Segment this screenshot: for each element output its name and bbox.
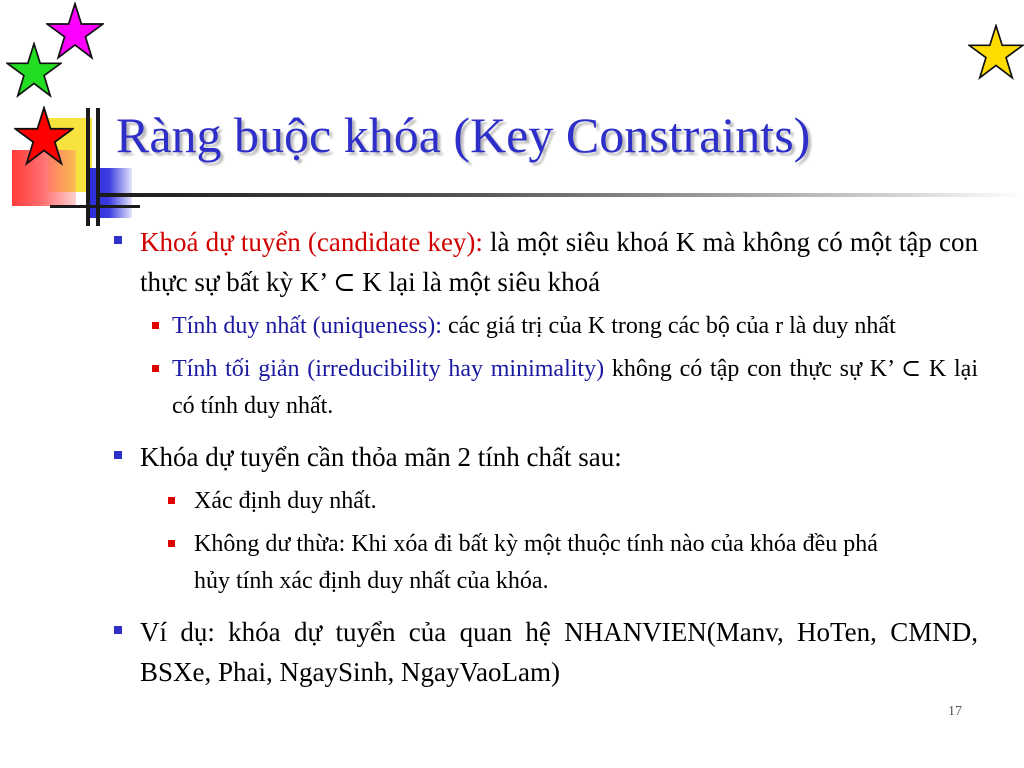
bullet-candidate-key (112, 222, 978, 302)
title-underline (100, 193, 1024, 197)
bullet-properties (112, 437, 978, 477)
star-red-icon (14, 106, 74, 166)
bullet-square-icon (152, 322, 159, 329)
sub-bullet-minimality (112, 351, 978, 425)
star-green-icon (6, 42, 62, 98)
sub-bullet-text: Xác định duy nhất. (194, 488, 377, 514)
bullet-square-icon (168, 497, 175, 504)
sub-bullet-uniqueness (112, 308, 978, 345)
term-candidate-key: Khoá dự tuyển (candidate key): (140, 227, 483, 257)
bullet-square-icon (114, 236, 122, 244)
sub-bullet-text: các giá trị của K trong các bộ của r là duy nhất (441, 313, 896, 339)
sub-bullet-unique-identification (112, 483, 978, 520)
bullet-square-icon (114, 626, 122, 634)
bullet-example (112, 612, 978, 692)
star-yellow-icon (968, 24, 1024, 80)
sub-bullet-non-redundant (112, 526, 978, 600)
decor-vertical-line (86, 108, 90, 226)
term-uniqueness: Tính duy nhất (uniqueness): (172, 313, 442, 339)
bullet-square-icon (114, 451, 122, 459)
decor-vertical-line (96, 108, 100, 226)
bullet-text: Khóa dự tuyển cần thỏa mãn 2 tính chất sau: (140, 442, 622, 472)
sub-bullet-text: không có tập con thực sự K’ ⊂ K lại có tính duy nhất. (172, 356, 978, 419)
bullet-text: là một siêu khoá K mà không có một tập con thực sự bất kỳ K’ ⊂ K lại là một siêu khoá (140, 227, 978, 297)
sub-bullet-text: Không dư thừa: Khi xóa đi bất kỳ một thuộc tính nào của khóa đều phá hủy tính xác định duy nhất của khóa. (194, 531, 878, 594)
bullet-square-icon (168, 540, 175, 547)
term-minimality: Tính tối giản (irreducibility hay minimality) (172, 356, 605, 382)
bullet-text: Ví dụ: khóa dự tuyển của quan hệ NHANVIEN(Manv, HoTen, CMND, BSXe, Phai, NgaySinh, NgayVaoLam) (140, 617, 978, 687)
decor-horizontal-line (50, 205, 140, 208)
slide-body (112, 222, 978, 692)
slide-title: Ràng buộc khóa (Key Constraints) (116, 107, 811, 163)
bullet-square-icon (152, 365, 159, 372)
page-number: 17 (948, 704, 962, 719)
